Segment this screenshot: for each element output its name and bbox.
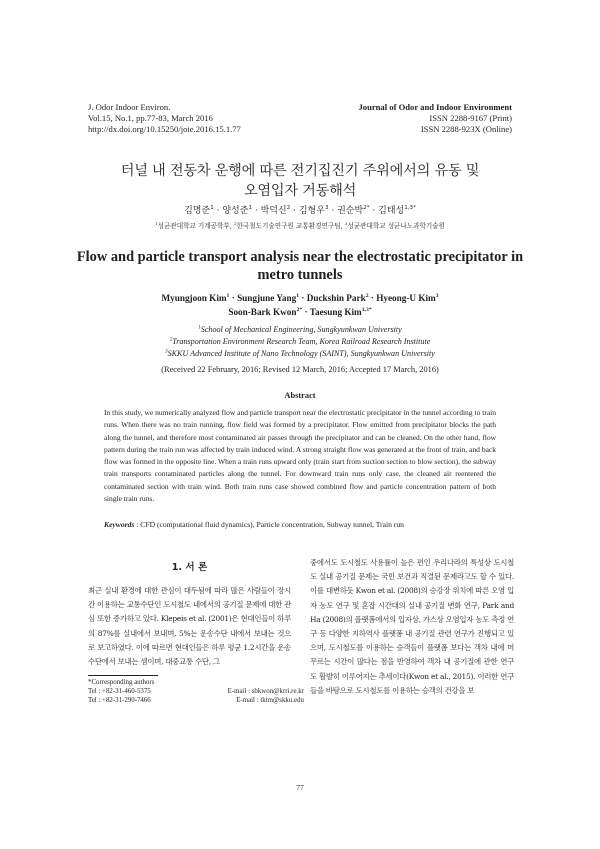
footnote-contact-row	[88, 696, 304, 705]
english-author: Myungjoon Kim	[161, 293, 227, 303]
section-heading: 1. 서 론	[171, 562, 208, 573]
english-title: Flow and particle transport analysis near the electrostatic precipitator in metro tunnels	[76, 249, 524, 283]
keywords	[104, 520, 496, 529]
english-affiliation	[0, 324, 600, 336]
english-author: Soon-Bark Kwon	[228, 307, 297, 317]
body-column-left: 최근 실내 환경에 대한 관심이 대두됨에 따라 많은 사람들이 장시간 이용하는 교통수단인 도시철도 내에서의 공기질 문제에 대한 관심 또한 증가하고 있다. Klepeis et al. (2001)은 현대인들이 하루의 87%를 실내에서 보내며, 5%는 운송수단 내에서 보내는 것으로 보고하였다. 이에 따르면 현대인들은 하루 평균 1.2시간을 운송수단에서 보내는 셈이며, 대중교통 수단, 그	[88, 586, 291, 667]
abstract-text: In this study, we numerically analyzed flow and particle transport near the electrostatic precipitator in the tunnel according to train runs. When there was no train running, flow field was formed by a precipitator. Flow emitted from precipitator blocks the path along the tunnel, and therefore most contaminated air passes through the precipitator and can be cleaned. On the other hand, flow pattern during the train run was affected by train induced wind. A strong straight flow was generated at the front of train, and back flow was formed in the opposite line. When a train runs upward only (train start from suction section to blow section), the subway train transports contaminated particles along the tunnel. For downward train runs only case, the cleaned air reentered the contaminated section with train wind. Both train runs case showed combined flow and particle concentration pattern of both single train runs.	[104, 408, 496, 504]
footnote-tel: Tel : +82-31-460-5375	[88, 688, 151, 696]
corresponding-authors-footnote	[88, 678, 304, 706]
footnote-title: *Corresponding authors	[88, 679, 155, 686]
author-affiliation-mark: 1,3*	[404, 205, 416, 211]
journal-header-right	[358, 102, 512, 135]
author-affiliation-mark: 3	[435, 292, 439, 299]
keywords-label: Keywords	[104, 520, 135, 529]
english-author: Taesung Kim	[309, 307, 362, 317]
english-affiliation	[0, 336, 600, 348]
korean-authors: 김명준$^1$ · 양성준$^1$ · 박덕신$^2$ · 김형우$^3$ · 권순박$^{2*}$ · 김태성$^{1,3*}$	[184, 205, 416, 216]
korean-affiliation: 성균관대학교 기계공학부,	[157, 222, 234, 230]
korean-author: 김형우	[298, 206, 325, 216]
korean-title	[0, 161, 600, 201]
author-affiliation-mark: 2*	[296, 306, 303, 313]
korean-author: 김명준	[184, 206, 211, 216]
author-affiliation-mark: 2	[286, 205, 291, 211]
footnote-email: E-mail : tkim@skku.edu	[236, 697, 304, 705]
journal-header-left	[88, 102, 241, 135]
english-affiliations	[0, 324, 600, 360]
body-column-right: 중에서도 도시철도 사용률이 높은 편인 우리나라의 특성상 도시철도 실내 공기질 문제는 국민 보건과 직결된 문제라고도 할 수 있다. 이를 대변하듯 Kwon et al. (2008)의 승강장 위치에 따른 오염 입자 농도 연구 및 혼잡 시간대의 실내 공기질 변화 연구, Park and Ha (2008)의 플랫폼에서의 입자상, 가스상 오염입자 농도 측정 연구 등 다양한 지하역사 플랫폼 내 공기질 관련 연구가 진행되고 있으며, 도시철도를 이용하는 승객들이 플랫폼 보다는 객차 내에 머무르는 시간이 많다는 점을 반영하여 객차 내 공기질에 관한 연구도 활발히 이루어지는 추세이다(Kwon et al., 2015). 이러한 연구들을 바탕으로 도시철도를 이용하는 승객의 건강을 보	[310, 558, 514, 695]
footnote-contact-row	[88, 687, 304, 696]
issn-online: ISSN 2288-923X (Online)	[420, 124, 512, 134]
english-authors	[0, 291, 600, 319]
author-affiliation-mark: 2	[365, 292, 369, 299]
english-affiliation-text: Transportation Environment Research Team, Korea Railroad Research Institute	[172, 337, 431, 346]
received-dates: (Received 22 February, 2016; Revised 12 March, 2016; Accepted 17 March, 2016)	[161, 365, 439, 374]
affiliation-mark: 3	[344, 220, 348, 226]
affiliation-mark: 2	[233, 220, 237, 226]
footnote-tel: Tel : +82-31-290-7466	[88, 697, 151, 705]
author-affiliation-mark: 1	[296, 292, 300, 299]
author-affiliation-mark: 1	[226, 292, 230, 299]
english-authors-line-2: Soon-Bark Kwon$^{2*}$ · Taesung Kim$^{1,3*}$	[228, 306, 372, 317]
affiliation-mark: 1	[154, 220, 158, 226]
author-affiliation-mark: 1	[210, 205, 214, 211]
korean-author: 양성준	[222, 206, 249, 216]
journal-abbrev: J. Odor Indoor Environ.	[88, 102, 171, 112]
korean-author: 권순박	[337, 206, 364, 216]
english-authors-line-1: Myungjoon Kim$^1$ · Sungjune Yang$^1$ · Duckshin Park$^2$ · Hyeong-U Kim$^3$	[161, 292, 439, 303]
footnote-email: E-mail : sbkwon@krri.re.kr	[227, 688, 304, 696]
keywords-text: : CFD (computational fluid dynamics), Particle concentration, Subway tunnel, Train run	[134, 520, 404, 529]
author-affiliation-mark: 1,3*	[361, 306, 372, 313]
journal-name: Journal of Odor and Indoor Environment	[358, 102, 512, 112]
korean-affiliation: 한국철도기술연구원 교통환경연구팀,	[236, 222, 345, 230]
affiliation-mark: 1	[198, 325, 201, 331]
english-author: Duckshin Park	[306, 293, 366, 303]
abstract-heading: Abstract	[284, 391, 316, 400]
english-author: Sungjune Yang	[237, 293, 297, 303]
english-affiliation	[0, 348, 600, 360]
author-affiliation-mark: 1	[248, 205, 252, 211]
footnote-rule	[88, 675, 158, 676]
korean-affiliations	[0, 221, 600, 231]
korean-author: 김태성	[378, 206, 405, 216]
english-affiliation-text: School of Mechanical Engineering, Sungkyunkwan University	[200, 325, 402, 334]
affiliation-mark: 2	[169, 337, 173, 343]
affiliation-mark: 3	[165, 349, 168, 355]
volume-info: Vol.15, No.1, pp.77-83, March 2016	[88, 113, 213, 123]
english-author: Hyeong-U Kim	[376, 293, 436, 303]
author-affiliation-mark: 3	[324, 205, 329, 211]
korean-title-line-1: 터널 내 전동차 운행에 따른 전기집진기 주위에서의 유동 및	[120, 163, 480, 179]
korean-affiliation: 성균관대학교 성균나노과학기술원	[347, 222, 446, 230]
english-affiliation-text: SKKU Advanced Institute of Nano Technology (SAINT), Sungkyunkwan University	[167, 349, 435, 358]
doi-link[interactable]: http://dx.doi.org/10.15250/joie.2016.15.1.77	[88, 124, 241, 134]
korean-title-line-2: 오염입자 거동해석	[243, 183, 357, 199]
korean-author: 박덕신	[260, 206, 287, 216]
author-affiliation-mark: 2*	[363, 205, 370, 211]
page-number: 77	[296, 783, 304, 792]
issn-print: ISSN 2288-9167 (Print)	[429, 113, 512, 123]
